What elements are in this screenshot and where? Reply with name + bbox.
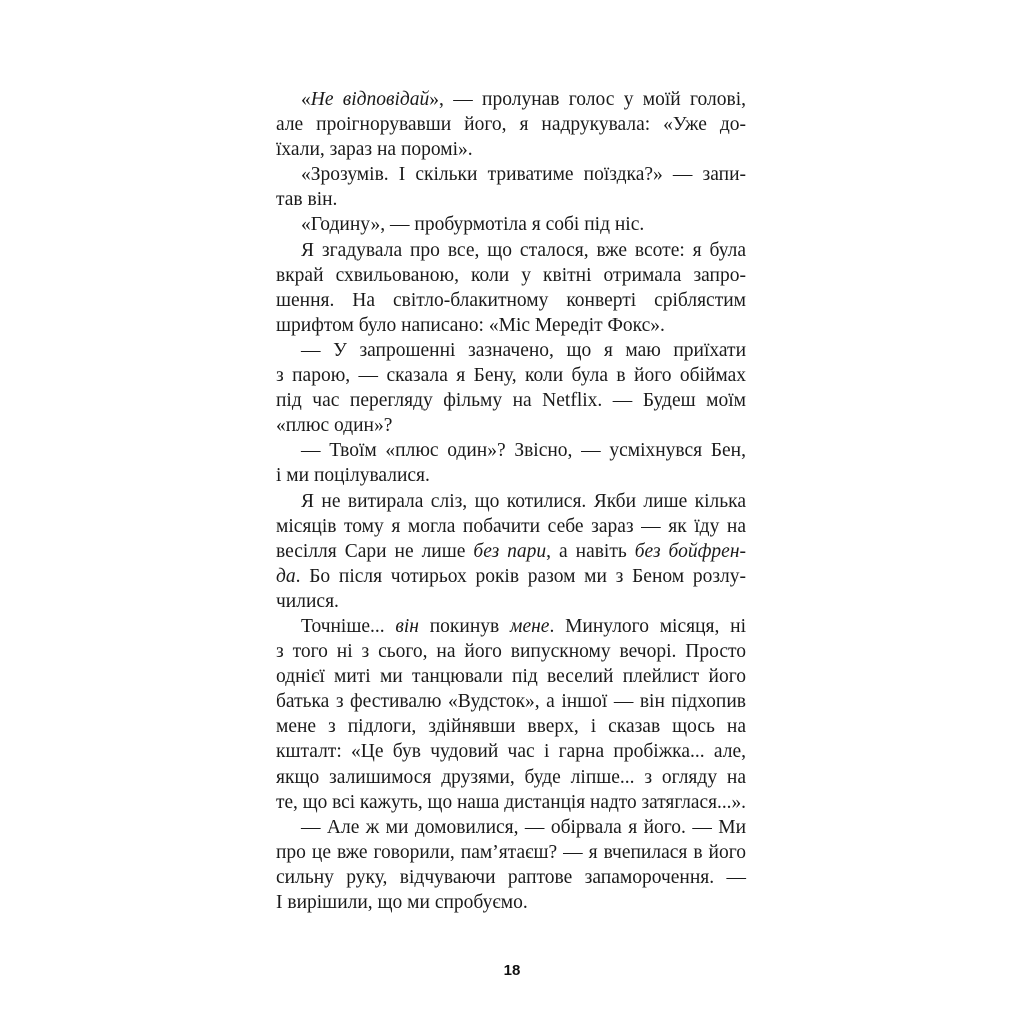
- text-line: [276, 790, 746, 815]
- page-number: 18: [503, 962, 521, 979]
- text-line: [276, 438, 746, 463]
- text-segment: — Твоїм «плюс один»? Звісно, — усміхнувся Бен,: [301, 440, 746, 462]
- text-line: [276, 865, 746, 890]
- text-segment: «Годину», — пробурмотіла я собі під ніс.: [301, 214, 645, 236]
- italic-text: мене: [510, 615, 550, 637]
- text-segment: кшталт: «Це був чудовий час і гарна пробіжка... але,: [276, 741, 746, 763]
- text-segment: Точніше...: [301, 615, 396, 637]
- text-segment: але проігнорувавши його, я надрукувала: «Уже до-: [276, 114, 746, 136]
- text-segment: сильну руку, відчуваючи раптове запаморочення. —: [276, 866, 746, 888]
- text-line: [276, 162, 746, 187]
- text-segment: про це вже говорили, пам’ятаєш? — я вчепилася в його: [276, 841, 746, 863]
- text-line: [276, 212, 746, 237]
- text-segment: Я не витирала сліз, що котилися. Якби лише кілька: [301, 490, 746, 512]
- text-line: [276, 413, 746, 438]
- text-line: [276, 388, 746, 413]
- text-line: [276, 689, 746, 714]
- text-line: [276, 714, 746, 739]
- text-segment: , а навіть: [546, 540, 635, 562]
- text-segment: . Минулого місяця, ні: [549, 615, 746, 637]
- text-segment: «Зрозумів. І скільки триватиме поїздка?» — запи-: [301, 164, 746, 186]
- text-segment: їхали, зараз на поромі».: [276, 139, 473, 161]
- text-line: [276, 137, 746, 162]
- text-line: [276, 589, 746, 614]
- text-line: [276, 890, 746, 915]
- text-segment: з того ні з сього, на його випускному вечорі. Просто: [276, 641, 746, 663]
- book-page-text: [276, 87, 746, 915]
- text-line: [276, 739, 746, 764]
- text-segment: шення. На світло-блакитному конверті сріблястим: [276, 289, 746, 311]
- text-segment: чилися.: [276, 590, 339, 612]
- text-segment: вкрай схвильованою, коли у квітні отримала запро-: [276, 264, 746, 286]
- text-segment: шрифтом було написано: «Міс Мередіт Фокс».: [276, 314, 665, 336]
- text-segment: мене з підлоги, здійнявши вверх, і сказав щось на: [276, 716, 746, 738]
- text-line: [276, 815, 746, 840]
- text-segment: покинув: [418, 615, 511, 637]
- text-segment: тав він.: [276, 189, 338, 211]
- italic-text: без бойфрен-: [634, 540, 746, 562]
- text-segment: «плюс один»?: [276, 415, 393, 437]
- text-line: [276, 187, 746, 212]
- text-segment: — У запрошенні зазначено, що я маю приїхати: [301, 339, 746, 361]
- text-segment: під час перегляду фільму на Netflix. — Будеш моїм: [276, 390, 746, 412]
- text-line: [276, 489, 746, 514]
- text-segment: місяців тому я могла побачити себе зараз — як їду на: [276, 515, 746, 537]
- text-line: [276, 87, 746, 112]
- text-line: [276, 664, 746, 689]
- italic-text: він: [395, 615, 419, 637]
- text-line: [276, 338, 746, 363]
- text-segment: І вирішили, що ми спробуємо.: [276, 892, 528, 913]
- text-segment: . Бо після чотирьох років разом ми з Беном розлу-: [295, 565, 746, 587]
- text-line: [276, 313, 746, 338]
- text-line: [276, 363, 746, 388]
- text-line: [276, 539, 746, 564]
- text-segment: те, що всі кажуть, що наша дистанція надто затяглася...».: [276, 791, 746, 813]
- text-line: [276, 463, 746, 488]
- text-segment: — Але ж ми домовилися, — обірвала я його. — Ми: [301, 816, 746, 838]
- text-segment: «: [301, 89, 311, 110]
- text-line: [276, 564, 746, 589]
- text-line: [276, 112, 746, 137]
- text-line: [276, 765, 746, 790]
- text-segment: якщо залишимося друзями, буде ліпше... з огляду на: [276, 766, 746, 788]
- text-segment: і ми поцілувалися.: [276, 465, 430, 487]
- text-line: [276, 288, 746, 313]
- italic-text: да: [276, 565, 296, 587]
- text-line: [276, 238, 746, 263]
- text-segment: Я згадувала про все, що сталося, вже всоте: я була: [301, 239, 746, 261]
- text-line: [276, 639, 746, 664]
- text-segment: однієї миті ми танцювали під веселий плейлист його: [276, 666, 746, 688]
- text-line: [276, 614, 746, 639]
- text-segment: з парою, — сказала я Бену, коли була в його обіймах: [276, 365, 746, 387]
- text-segment: весілля Сари не лише: [276, 540, 474, 562]
- italic-text: Не відповідай: [310, 89, 430, 110]
- text-segment: », — пролунав голос у моїй голові,: [429, 89, 747, 110]
- text-line: [276, 514, 746, 539]
- text-segment: батька з фестивалю «Вудсток», а іншої — він підхопив: [276, 691, 746, 713]
- italic-text: без пари: [473, 540, 547, 562]
- text-line: [276, 840, 746, 865]
- text-line: [276, 263, 746, 288]
